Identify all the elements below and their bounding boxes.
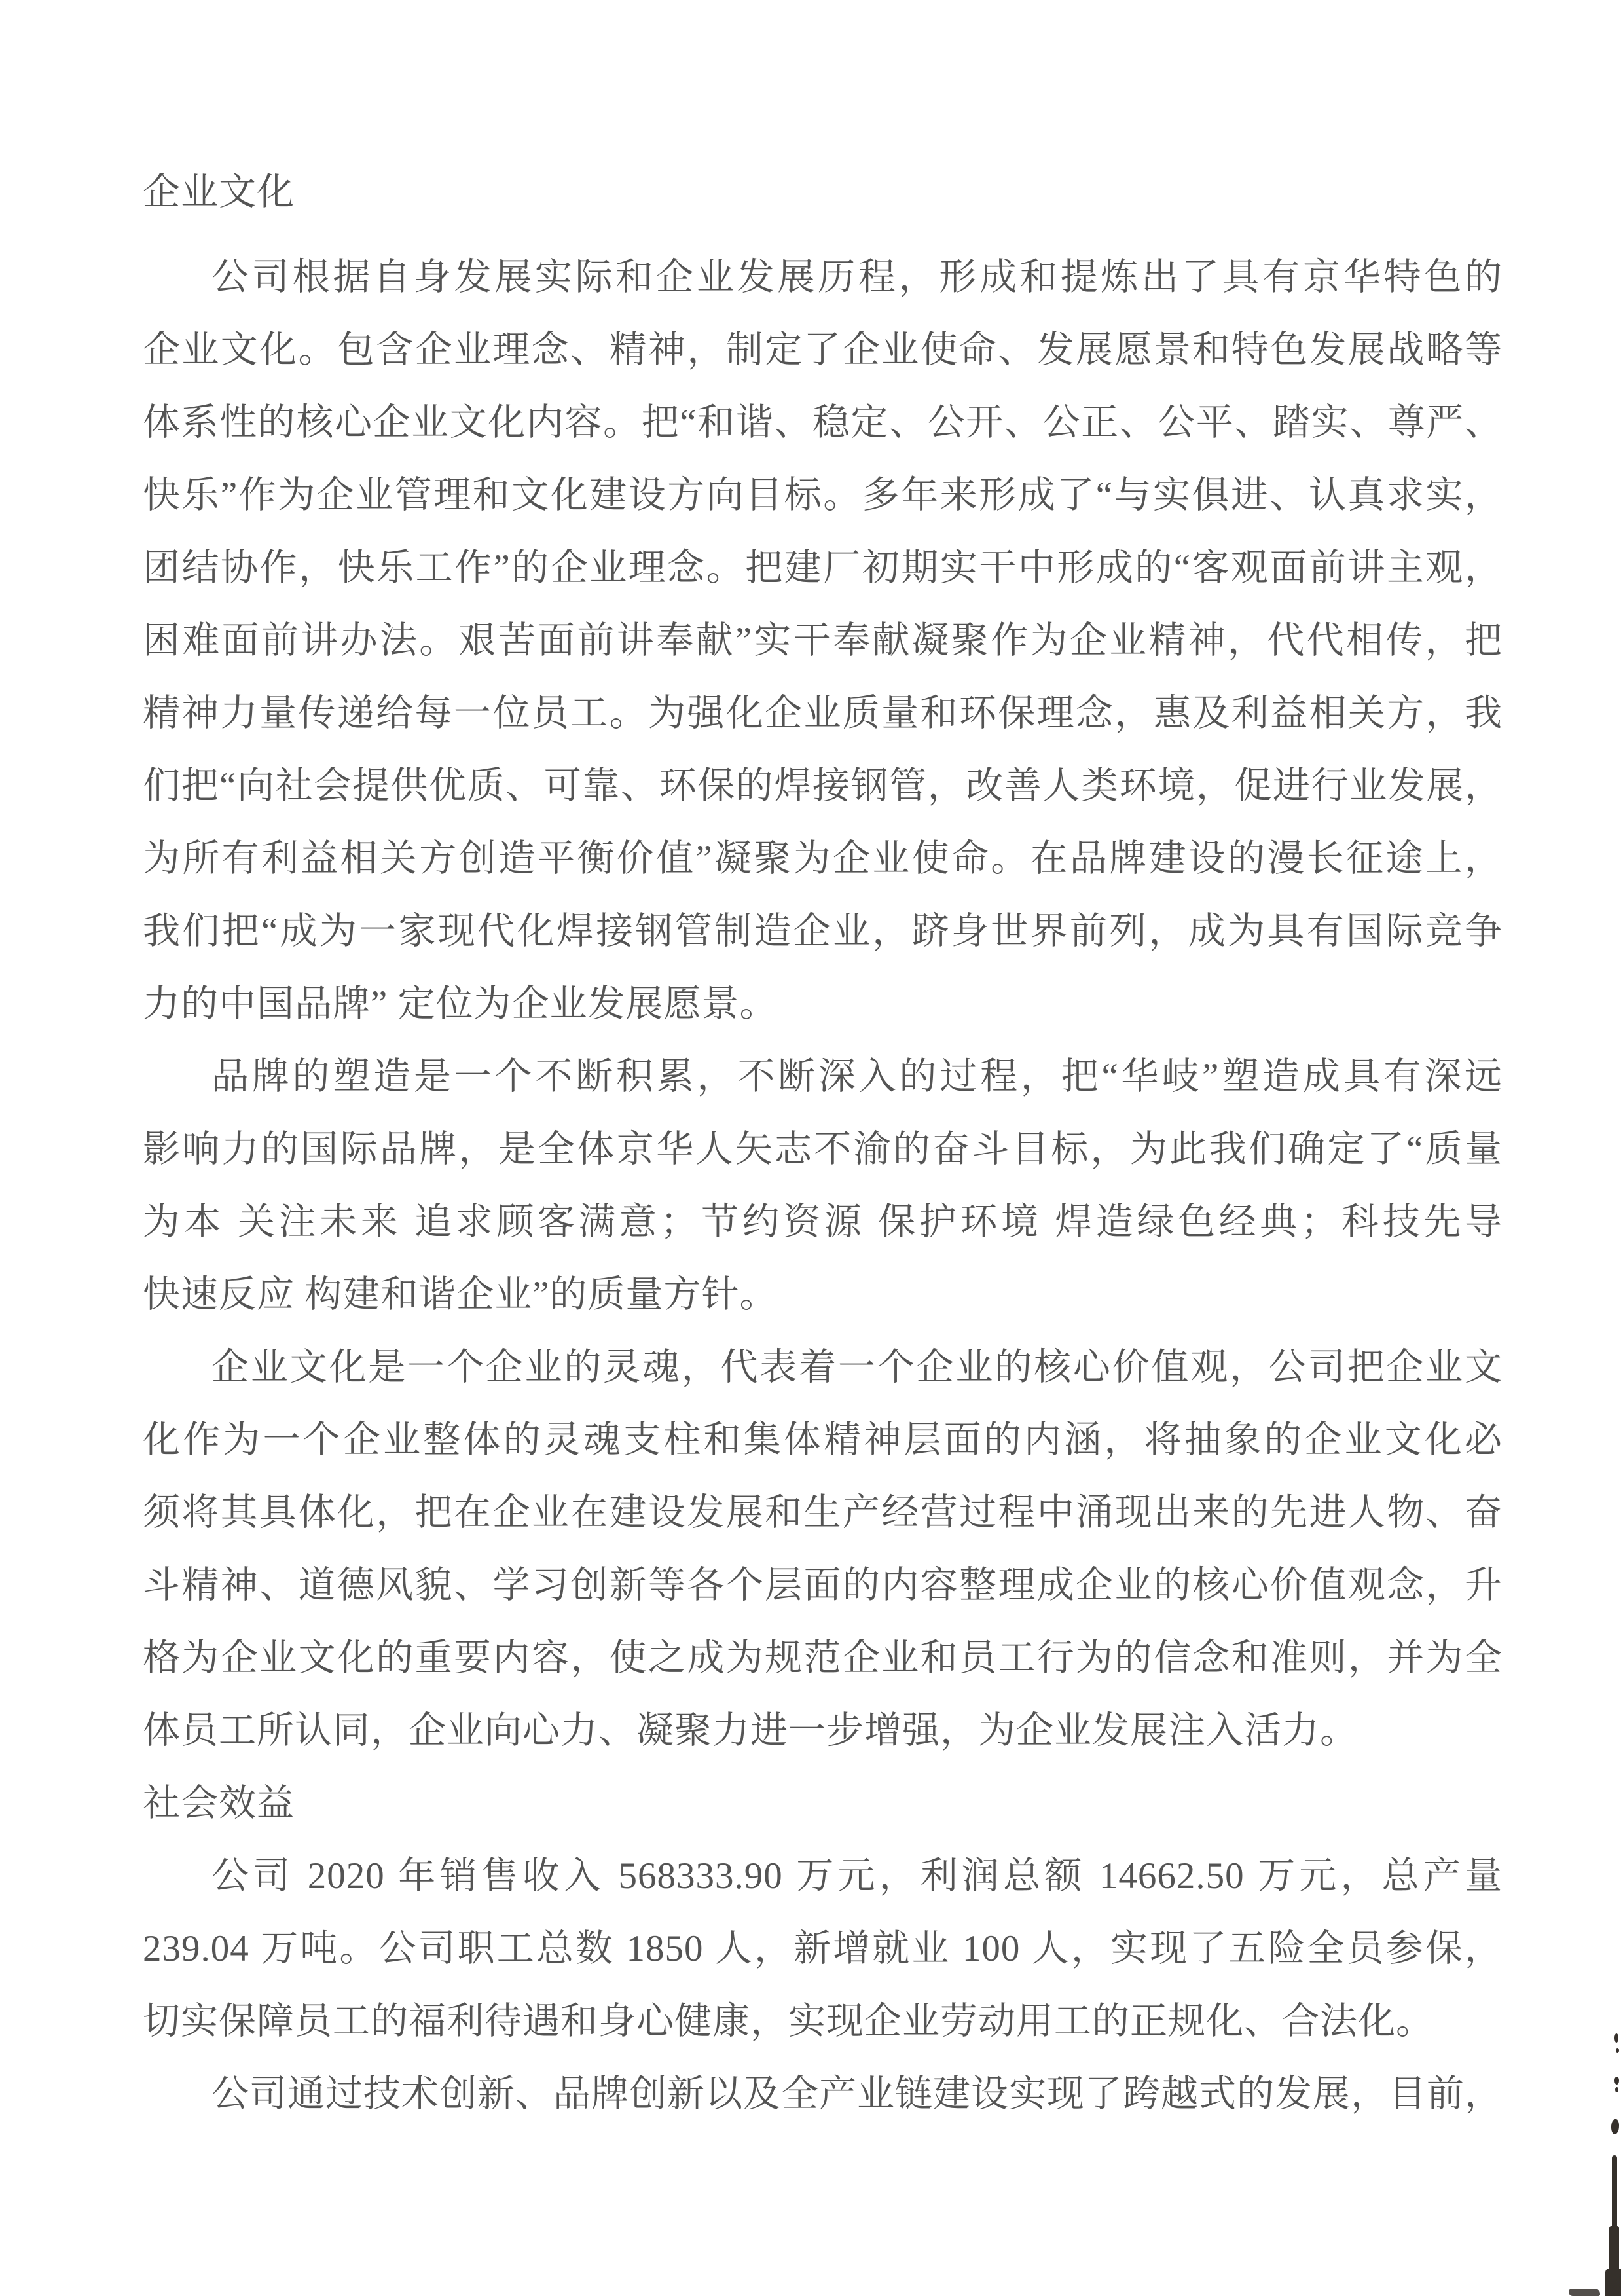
text-line: 须将其具体化，把在企业在建设发展和生产经营过程中涌现出来的先进人物、奋 [143,1492,1503,1533]
text-line: 品牌的塑造是一个不断积累，不断深入的过程，把“华岐”塑造成具有深远 [211,1056,1503,1097]
text-line: 为本 关注未来 追求顾客满意；节约资源 保护环境 焊造绿色经典；科技先导 [143,1201,1503,1243]
text-line: 格为企业文化的重要内容，使之成为规范企业和员工行为的信念和准则，并为全 [143,1637,1503,1679]
text-line: 精神力量传递给每一位员工。为强化企业质量和环保理念，惠及利益相关方，我 [143,693,1503,734]
text-line: 困难面前讲办法。艰苦面前讲奉献”实干奉献凝聚作为企业精神，代代相传，把 [143,620,1503,661]
text-line: 团结协作，快乐工作”的企业理念。把建厂初期实干中形成的“客观面前讲主观， [143,547,1503,589]
scan-smudge-artifact [1569,2289,1600,2296]
scan-speck-artifact [1616,2048,1619,2053]
text-line: 化作为一个企业整体的灵魂支柱和集体精神层面的内涵，将抽象的企业文化必 [143,1419,1503,1461]
text-line: 公司通过技术创新、品牌创新以及全产业链建设实现了跨越式的发展，目前， [211,2073,1503,2115]
text-line: 239.04 万吨。公司职工总数 1850 人，新增就业 100 人，实现了五险全员参保， [143,1928,1503,1969]
text-line: 公司 2020 年销售收入 568333.90 万元，利润总额 14662.50 万元，总产量 [211,1855,1503,1897]
text-line: 力的中国品牌” 定位为企业发展愿景。 [143,983,778,1025]
text-line: 快速反应 构建和谐企业”的质量方针。 [143,1274,778,1315]
scan-speck-artifact [1614,2033,1618,2043]
text-line: 体员工所认同，企业向心力、凝聚力进一步增强，为企业发展注入活力。 [143,1710,1358,1751]
text-line: 体系性的核心企业文化内容。把“和谐、稳定、公开、公正、公平、踏实、尊严、 [143,402,1503,443]
text-line: 切实保障员工的福利待遇和身心健康，实现企业劳动用工的正规化、合法化。 [143,2001,1434,2042]
scan-blob-artifact [1611,2119,1619,2134]
page-title: 企业文化 [143,172,295,213]
text-line: 们把“向社会提供优质、可靠、环保的焊接钢管，改善人类环境，促进行业发展， [143,765,1503,807]
paragraph-financials [143,1840,1503,2058]
section-title-social-benefit: 社会效益 [143,1783,295,1824]
text-line: 我们把“成为一家现代化焊接钢管制造企业，跻身世界前列，成为具有国际竞争 [143,911,1503,952]
text-line: 快乐”作为企业管理和文化建设方向目标。多年来形成了“与实俱进、认真求实， [143,475,1503,516]
text-line: 为所有利益相关方创造平衡价值”凝聚为企业使命。在品牌建设的漫长征途上， [143,838,1503,879]
paragraph-culture-soul [143,1331,1503,1767]
paragraph-innovation [143,2058,1503,2130]
text-line: 斗精神、道德风貌、学习创新等各个层面的内容整理成企业的核心价值观念，升 [143,1565,1503,1606]
paragraph-brand-building [143,1040,1503,1331]
paragraph-culture-overview [143,241,1503,1040]
text-line: 影响力的国际品牌，是全体京华人矢志不渝的奋斗目标，为此我们确定了“质量 [143,1129,1503,1170]
text-line: 企业文化。包含企业理念、精神，制定了企业使命、发展愿景和特色发展战略等 [143,329,1503,371]
document-text-block [143,156,1503,2130]
scan-streak-artifact [1605,2269,1621,2296]
text-line: 企业文化是一个企业的灵魂，代表着一个企业的核心价值观，公司把企业文 [211,1347,1503,1388]
scan-speck-artifact [1614,2077,1619,2085]
scan-speck-artifact [1615,2087,1618,2092]
text-line: 公司根据自身发展实际和企业发展历程，形成和提炼出了具有京华特色的 [211,257,1503,298]
